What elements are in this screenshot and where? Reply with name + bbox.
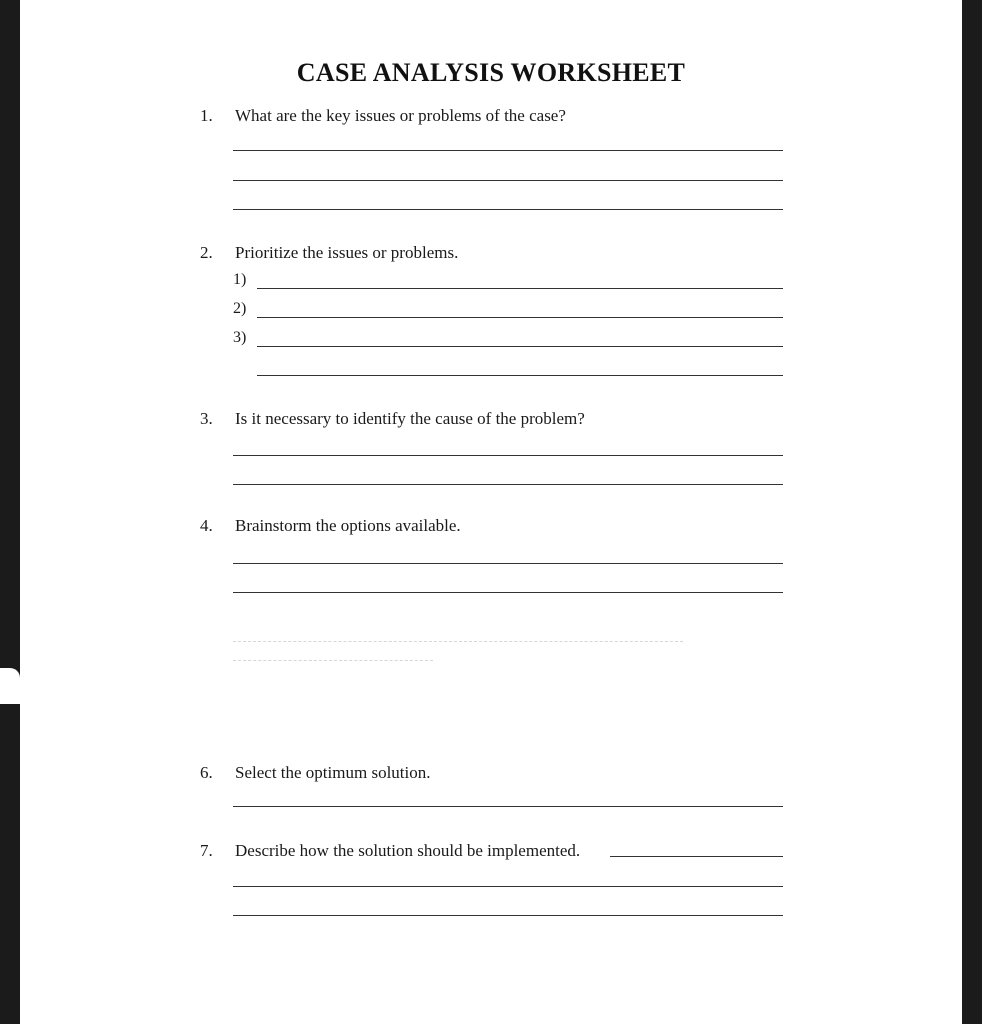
- question-7-text: Describe how the solution should be implemented.: [235, 841, 581, 860]
- answer-line[interactable]: [233, 806, 783, 807]
- priority-label-1: 1): [233, 271, 247, 288]
- priority-line-2[interactable]: [257, 317, 783, 318]
- faded-line: [233, 660, 433, 661]
- answer-line[interactable]: [233, 563, 783, 564]
- answer-line[interactable]: [233, 455, 783, 456]
- answer-line[interactable]: [233, 180, 783, 181]
- answer-line[interactable]: [257, 375, 783, 376]
- question-3-text: Is it necessary to identify the cause of the problem?: [235, 409, 585, 428]
- answer-line[interactable]: [233, 209, 783, 210]
- priority-line-3[interactable]: [257, 346, 783, 347]
- question-6-text: Select the optimum solution.: [235, 763, 431, 782]
- page-title: CASE ANALYSIS WORKSHEET: [296, 58, 686, 87]
- worksheet-page: [20, 0, 962, 1024]
- question-1-number: 1.: [200, 106, 213, 125]
- priority-label-2: 2): [233, 300, 247, 317]
- question-3-number: 3.: [200, 409, 213, 428]
- answer-line[interactable]: [233, 484, 783, 485]
- answer-line[interactable]: [233, 592, 783, 593]
- question-4-text: Brainstorm the options available.: [235, 516, 461, 535]
- question-7-number: 7.: [200, 841, 213, 860]
- question-2-number: 2.: [200, 243, 213, 262]
- priority-line-1[interactable]: [257, 288, 783, 289]
- answer-line[interactable]: [233, 886, 783, 887]
- page-edge-tab: [0, 668, 20, 704]
- faded-line: [233, 641, 683, 642]
- question-6-number: 6.: [200, 763, 213, 782]
- question-1-text: What are the key issues or problems of the case?: [235, 106, 566, 125]
- question-4-number: 4.: [200, 516, 213, 535]
- answer-line[interactable]: [233, 150, 783, 151]
- priority-label-3: 3): [233, 329, 247, 346]
- question-2-text: Prioritize the issues or problems.: [235, 243, 459, 262]
- answer-line[interactable]: [610, 856, 783, 857]
- answer-line[interactable]: [233, 915, 783, 916]
